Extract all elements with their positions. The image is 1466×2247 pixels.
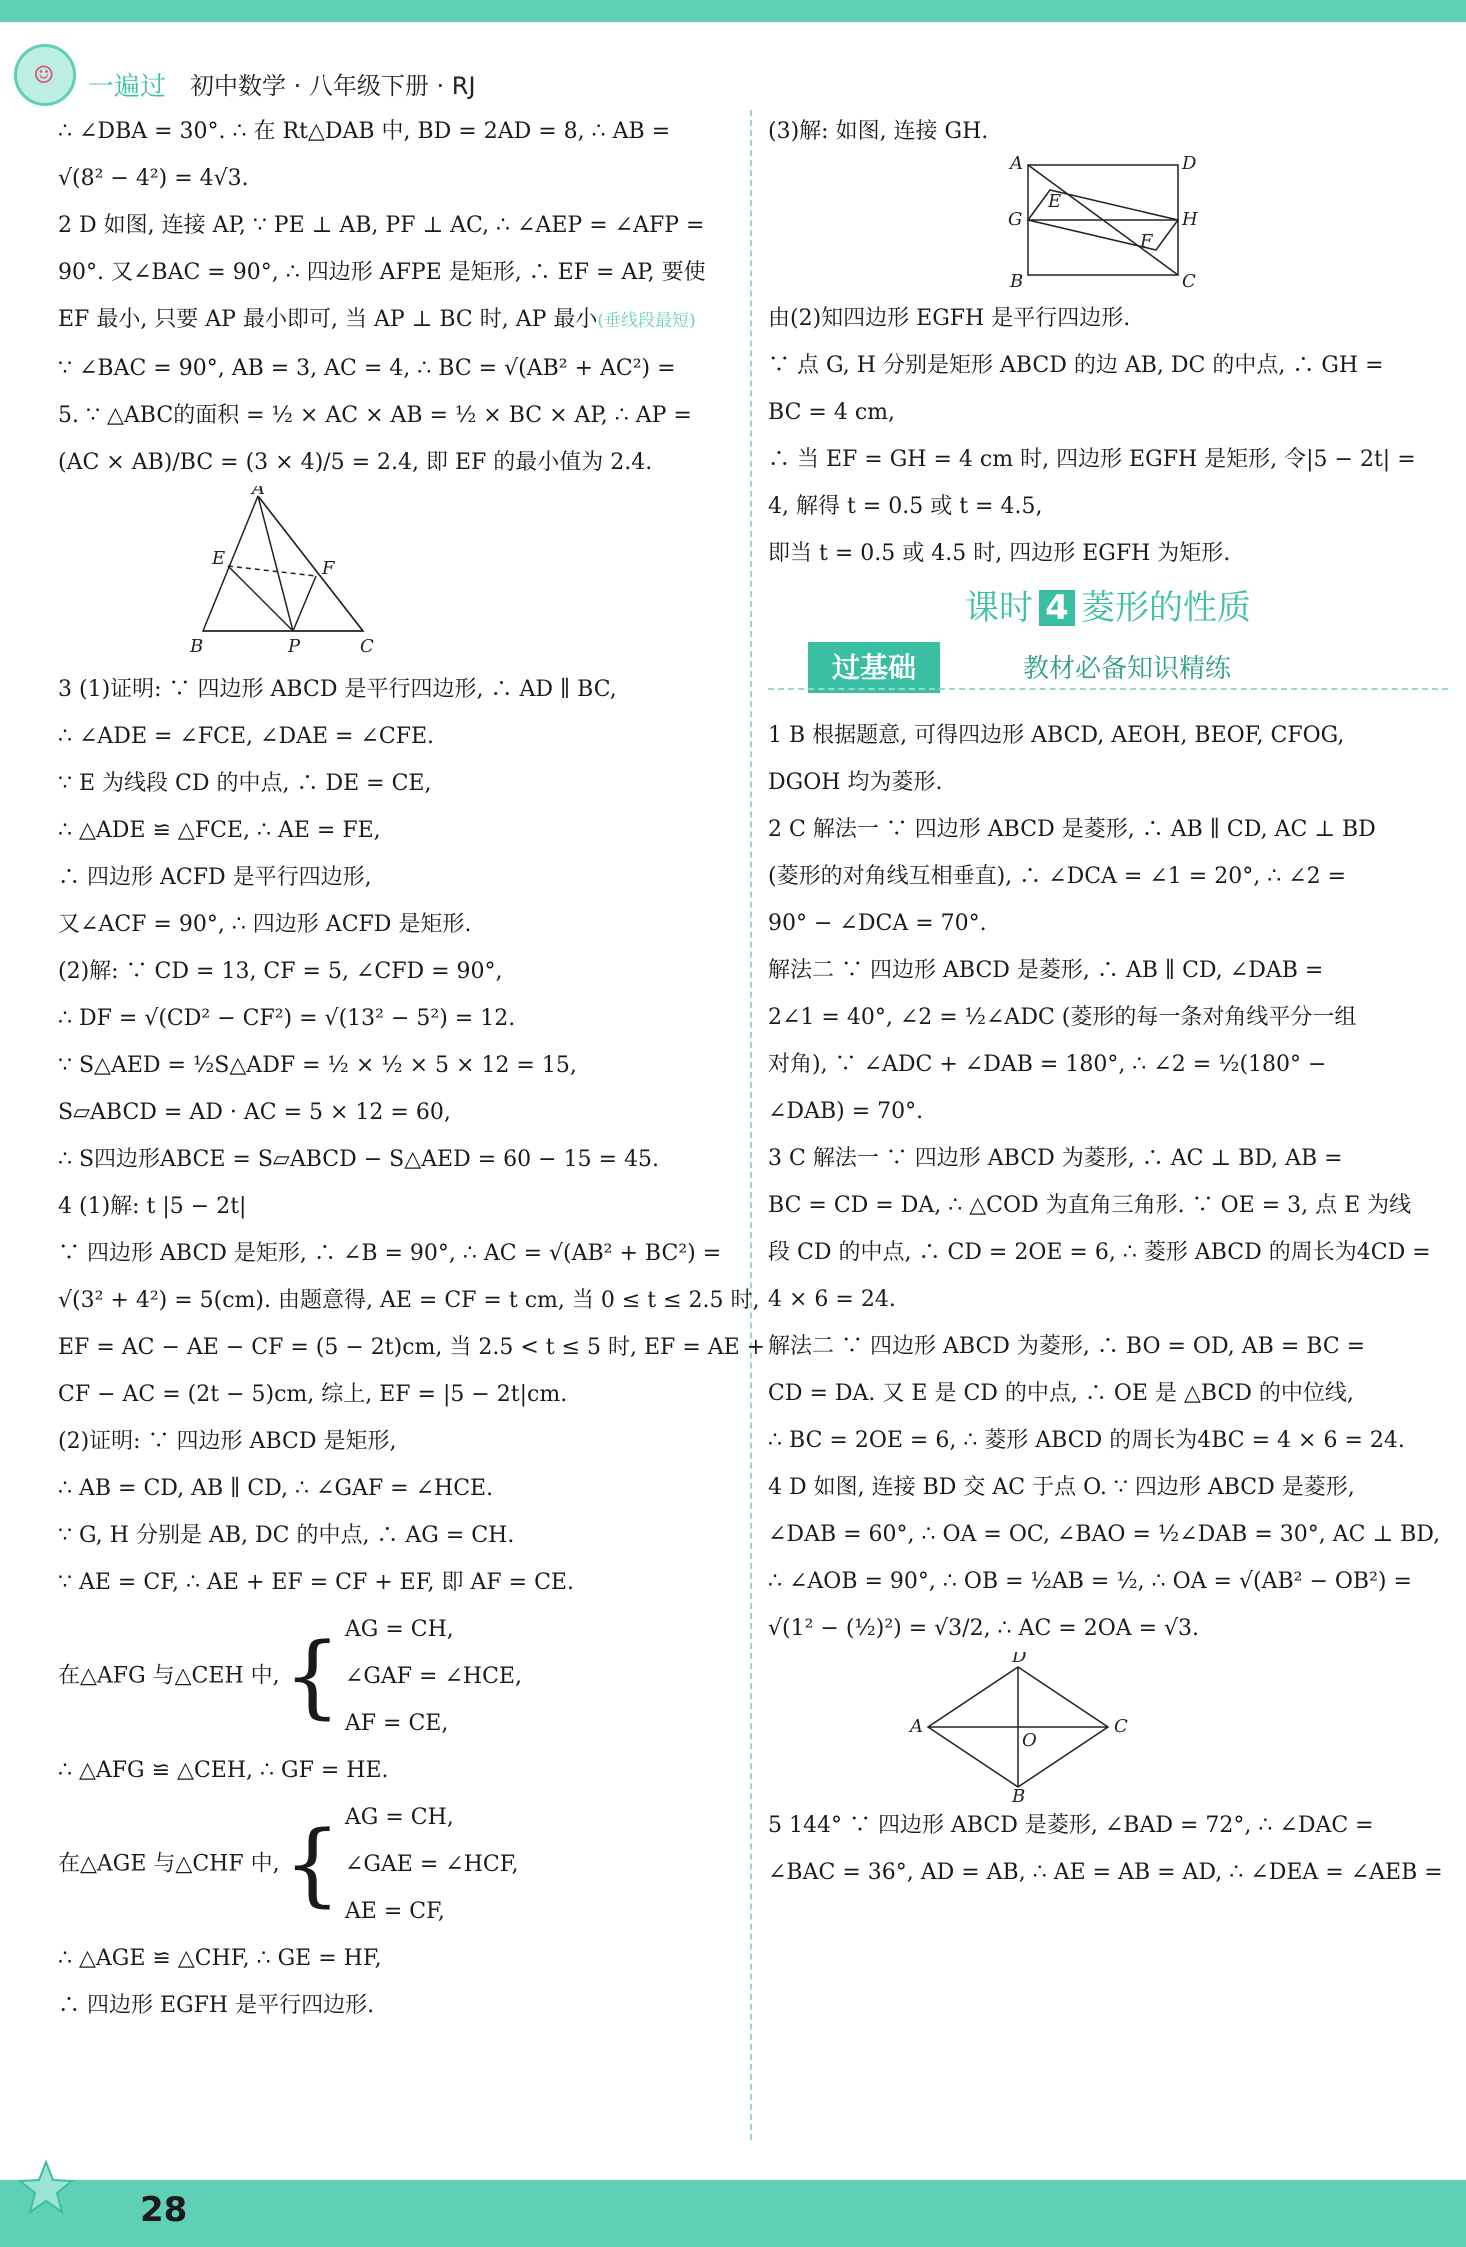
- label-P: P: [288, 636, 301, 657]
- label-G: G: [1008, 209, 1023, 230]
- text-line: ∴ ∠AOB = 90°, ∴ OB = ½AB = ½, ∴ OA = √(AB² − OB²) =: [768, 1569, 1412, 1594]
- text-line: ∵ G, H 分别是 AB, DC 的中点, ∴ AG = CH.: [58, 1523, 515, 1548]
- text-line: 4 × 6 = 24.: [768, 1287, 896, 1312]
- label-C: C: [360, 636, 374, 657]
- text-line: √(8² − 4²) = 4√3.: [58, 166, 249, 191]
- system-row: AE = CF,: [344, 1899, 445, 1924]
- page-header: [0, 22, 1466, 106]
- text-line: 又∠ACF = 90°, ∴ 四边形 ACFD 是矩形.: [58, 912, 472, 937]
- text-line: ∠DAB) = 70°.: [768, 1099, 924, 1124]
- text-line: (AC × AB)/BC = (3 × 4)/5 = 2.4, 即 EF 的最小值为 2.4.: [58, 450, 653, 475]
- label-A: A: [1010, 155, 1023, 174]
- label-O: O: [1022, 1730, 1037, 1751]
- label-E: E: [1048, 191, 1062, 212]
- rectangle-diagram: [768, 155, 1448, 295]
- system-row: ∠GAE = ∠HCF,: [344, 1852, 519, 1877]
- section-name: 菱形的性质: [1081, 588, 1251, 628]
- system-row: AG = CH,: [344, 1805, 454, 1830]
- brand-name: 一遍过: [88, 72, 167, 102]
- system-rows: [345, 1794, 519, 1935]
- text-line: S▱ABCD = AD · AC = 5 × 12 = 60,: [58, 1100, 451, 1125]
- mascot-logo-icon: ☺: [14, 44, 76, 106]
- text-line: 2 D 如图, 连接 AP, ∵ PE ⊥ AB, PF ⊥ AC, ∴ ∠AEP = ∠AFP =: [58, 213, 705, 238]
- text-line: (菱形的对角线互相垂直), ∴ ∠DCA = ∠1 = 20°, ∴ ∠2 =: [768, 864, 1347, 889]
- text-line: 解法二 ∵ 四边形 ABCD 是菱形, ∴ AB ∥ CD, ∠DAB =: [768, 958, 1324, 983]
- text-line: 解法二 ∵ 四边形 ABCD 为菱形, ∴ BO = OD, AB = BC =: [768, 1334, 1366, 1359]
- text-line: ∴ △AGE ≌ △CHF, ∴ GE = HF,: [58, 1946, 382, 1971]
- label-A: A: [910, 1716, 923, 1737]
- triangle-diagram: [58, 486, 738, 666]
- text-line: ∴ 四边形 ACFD 是平行四边形,: [58, 865, 372, 890]
- text-line: 3 C 解法一 ∵ 四边形 ABCD 为菱形, ∴ AC ⊥ BD, AB =: [768, 1146, 1343, 1171]
- text-line: ∵ 点 G, H 分别是矩形 ABCD 的边 AB, DC 的中点, ∴ GH =: [768, 353, 1384, 378]
- text-line: 3 (1)证明: ∵ 四边形 ABCD 是平行四边形, ∴ AD ∥ BC,: [58, 677, 617, 702]
- text-line: [58, 296, 738, 345]
- text-line: √(1² − (½)²) = √3/2, ∴ AC = 2OA = √3.: [768, 1616, 1200, 1641]
- text-line: 对角), ∵ ∠ADC + ∠DAB = 180°, ∴ ∠2 = ½(180° −: [768, 1052, 1327, 1077]
- label-B: B: [1012, 1786, 1026, 1802]
- hint-note: (垂线段最短): [597, 311, 696, 331]
- right-column: [768, 108, 1448, 1896]
- label-B: B: [190, 636, 204, 657]
- text-line: 4, 解得 t = 0.5 或 t = 4.5,: [768, 494, 1043, 519]
- text-line: ∠BAC = 36°, AD = AB, ∴ AE = AB = AD, ∴ ∠DEA = ∠AEB =: [768, 1860, 1443, 1885]
- label-B: B: [1010, 271, 1024, 292]
- banner-tag: 过基础: [808, 642, 940, 693]
- top-color-band: [0, 0, 1466, 22]
- text-line: 1 B 根据题意, 可得四边形 ABCD, AEOH, BEOF, CFOG,: [768, 723, 1345, 748]
- text-line: ∵ AE = CF, ∴ AE + EF = CF + EF, 即 AF = CE.: [58, 1570, 574, 1595]
- text-line: ∴ ∠DBA = 30°. ∴ 在 Rt△DAB 中, BD = 2AD = 8, ∴ AB =: [58, 119, 671, 144]
- label-C: C: [1114, 1716, 1128, 1737]
- text-line: ∴ △AFG ≌ △CEH, ∴ GF = HE.: [58, 1758, 389, 1783]
- triangle-figure: [58, 486, 738, 666]
- footer-band: [0, 2180, 1466, 2247]
- banner-subtitle: 教材必备知识精练: [1023, 654, 1232, 684]
- label-H: H: [1182, 209, 1198, 230]
- text-line: BC = CD = DA, ∴ △COD 为直角三角形. ∵ OE = 3, 点 E 为线: [768, 1193, 1412, 1218]
- text-line: ∵ ∠BAC = 90°, AB = 3, AC = 4, ∴ BC = √(AB² + AC²) =: [58, 356, 676, 381]
- text-line: ∴ 当 EF = GH = 4 cm 时, 四边形 EGFH 是矩形, 令|5 − 2t| =: [768, 447, 1416, 472]
- text-line: ∴ △ADE ≌ △FCE, ∴ AE = FE,: [58, 818, 381, 843]
- label-A: A: [252, 486, 265, 499]
- text-line: ∴ S四边形ABCE = S▱ABCD − S△AED = 60 − 15 = 45.: [58, 1147, 659, 1172]
- text-line: 即当 t = 0.5 或 4.5 时, 四边形 EGFH 为矩形.: [768, 541, 1231, 566]
- text-line: ∴ BC = 2OE = 6, ∴ 菱形 ABCD 的周长为4BC = 4 × 6 = 24.: [768, 1428, 1405, 1453]
- rhombus-diagram: [768, 1652, 1448, 1802]
- rhombus-figure: [768, 1652, 1448, 1802]
- brace-icon: {: [283, 1811, 341, 1917]
- label-E: E: [212, 548, 226, 569]
- rectangle-figure: [768, 155, 1448, 295]
- column-divider: [750, 110, 752, 2140]
- text-line: ∴ ∠ADE = ∠FCE, ∠DAE = ∠CFE.: [58, 724, 435, 749]
- text-line: 90°. 又∠BAC = 90°, ∴ 四边形 AFPE 是矩形, ∴ EF = AP, 要使: [58, 260, 706, 285]
- system-lead: 在△AGE 与△CHF 中,: [58, 1851, 280, 1877]
- text-line: ∴ 四边形 EGFH 是平行四边形.: [58, 1993, 375, 2018]
- text-line: 4 D 如图, 连接 BD 交 AC 于点 O. ∵ 四边形 ABCD 是菱形,: [768, 1475, 1355, 1500]
- text-line: √(3² + 4²) = 5(cm). 由题意得, AE = CF = t cm, 当 0 ≤ t ≤ 2.5 时,: [58, 1288, 760, 1313]
- text-line: ∵ 四边形 ABCD 是矩形, ∴ ∠B = 90°, ∴ AC = √(AB² + BC²) =: [58, 1241, 722, 1266]
- text-line: 2∠1 = 40°, ∠2 = ½∠ADC (菱形的每一条对角线平分一组: [768, 1005, 1357, 1030]
- banner-rule: [768, 688, 1448, 690]
- text-line: ∠DAB = 60°, ∴ OA = OC, ∠BAO = ½∠DAB = 30°, AC ⊥ BD,: [768, 1522, 1441, 1547]
- section-title: [768, 585, 1448, 632]
- star-mascot-icon: [18, 2160, 74, 2216]
- system-lead: 在△AFG 与△CEH 中,: [58, 1663, 280, 1689]
- section-prefix: 课时: [965, 588, 1033, 628]
- text-line: BC = 4 cm,: [768, 400, 895, 425]
- text-line: 由(2)知四边形 EGFH 是平行四边形.: [768, 306, 1131, 331]
- system-row: AF = CE,: [344, 1711, 449, 1736]
- text-line: (2)解: ∵ CD = 13, CF = 5, ∠CFD = 90°,: [58, 959, 503, 984]
- label-D: D: [1012, 1652, 1027, 1667]
- system-row: ∠GAF = ∠HCE,: [344, 1664, 522, 1689]
- text-line: 5. ∵ △ABC的面积 = ½ × AC × AB = ½ × BC × AP, ∴ AP =: [58, 403, 692, 428]
- text-line: DGOH 均为菱形.: [768, 770, 943, 795]
- system-row: AG = CH,: [344, 1617, 454, 1642]
- text-line: ∴ AB = CD, AB ∥ CD, ∴ ∠GAF = ∠HCE.: [58, 1476, 494, 1501]
- equation-system: [58, 1794, 738, 1935]
- section-number: 4: [1039, 590, 1075, 626]
- label-C: C: [1182, 271, 1196, 292]
- text-line: 2 C 解法一 ∵ 四边形 ABCD 是菱形, ∴ AB ∥ CD, AC ⊥ BD: [768, 817, 1376, 842]
- text-line: (2)证明: ∵ 四边形 ABCD 是矩形,: [58, 1429, 397, 1454]
- page-number: 28: [140, 2190, 188, 2230]
- system-rows: [345, 1606, 522, 1747]
- label-F: F: [322, 558, 335, 579]
- text-line: ∴ DF = √(CD² − CF²) = √(13² − 5²) = 12.: [58, 1006, 516, 1031]
- text-line: (3)解: 如图, 连接 GH.: [768, 119, 989, 144]
- text-line: CF − AC = (2t − 5)cm, 综上, EF = |5 − 2t|cm.: [58, 1382, 568, 1407]
- label-D: D: [1182, 155, 1197, 174]
- brace-icon: {: [283, 1623, 341, 1729]
- text-line-part: EF 最小, 只要 AP 最小即可, 当 AP ⊥ BC 时, AP 最小: [58, 307, 598, 332]
- text-line: 90° − ∠DCA = 70°.: [768, 911, 987, 936]
- text-line: ∵ S△AED = ½S△ADF = ½ × ½ × 5 × 12 = 15,: [58, 1053, 577, 1078]
- equation-system: [58, 1606, 738, 1747]
- text-line: EF = AC − AE − CF = (5 − 2t)cm, 当 2.5 < t ≤ 5 时, EF = AE +: [58, 1335, 766, 1360]
- text-line: 4 (1)解: t |5 − 2t|: [58, 1194, 247, 1219]
- text-line: CD = DA. 又 E 是 CD 的中点, ∴ OE 是 △BCD 的中位线,: [768, 1381, 1354, 1406]
- left-column: [58, 108, 766, 2029]
- book-title: 初中数学 · 八年级下册 · RJ: [190, 72, 476, 100]
- text-line: ∵ E 为线段 CD 的中点, ∴ DE = CE,: [58, 771, 432, 796]
- text-line: 段 CD 的中点, ∴ CD = 2OE = 6, ∴ 菱形 ABCD 的周长为4CD =: [768, 1240, 1431, 1265]
- text-line: 5 144° ∵ 四边形 ABCD 是菱形, ∠BAD = 72°, ∴ ∠DAC =: [768, 1813, 1374, 1838]
- section-banner: [768, 638, 1448, 694]
- label-F: F: [1140, 231, 1153, 252]
